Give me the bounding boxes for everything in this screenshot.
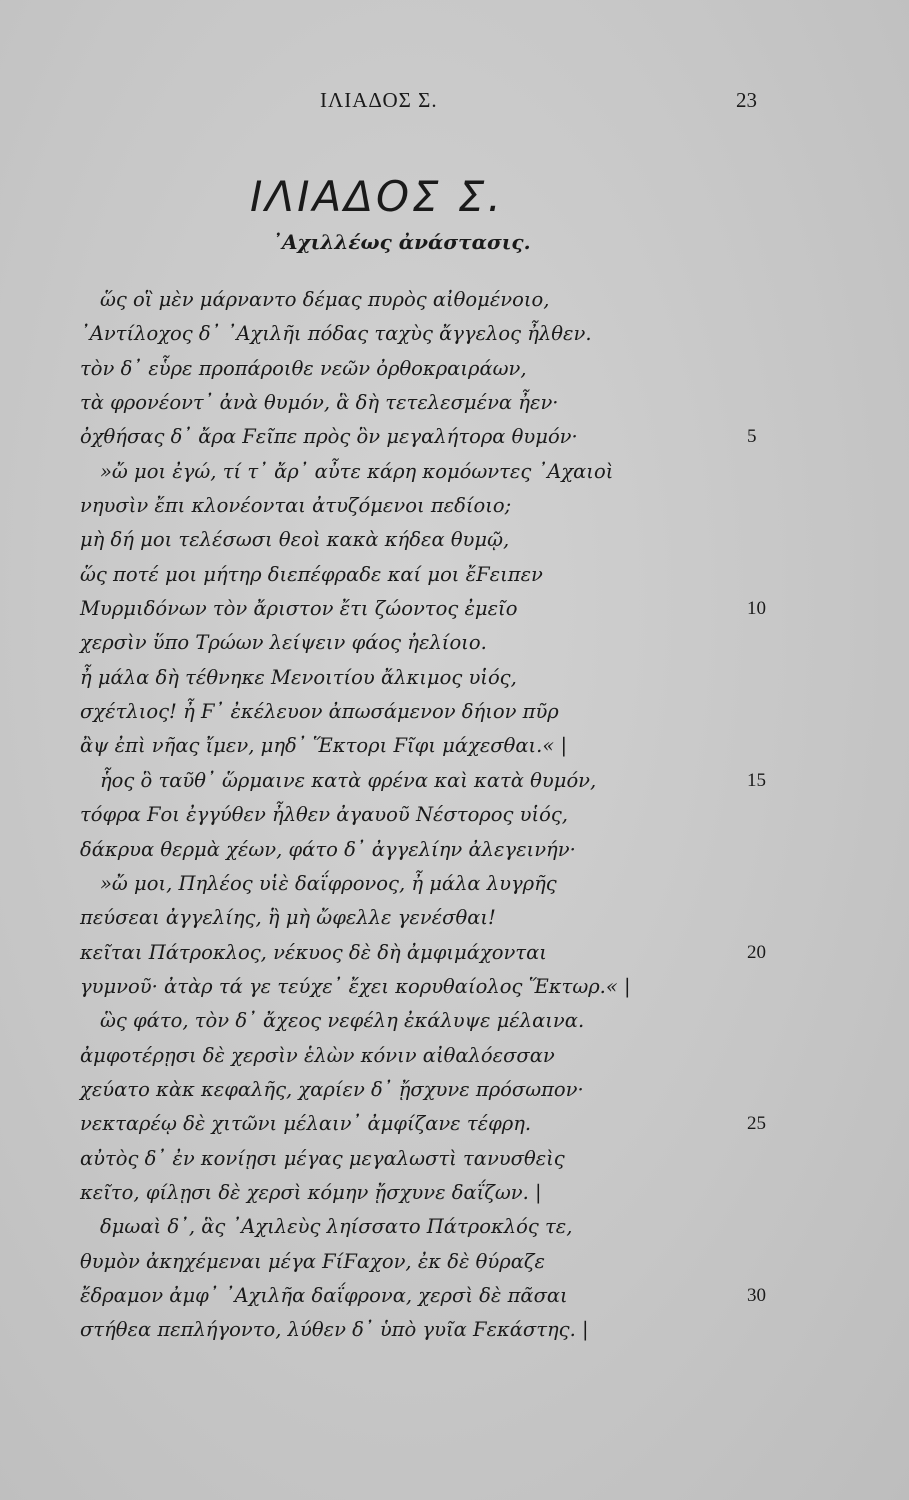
verse-line bbox=[80, 1142, 800, 1176]
verse-text: μὴ δή μοι τελέσωσι θεοὶ κακὰ κήδεα θυμῷ, bbox=[80, 528, 510, 552]
line-number: 10 bbox=[747, 598, 766, 620]
verse-line bbox=[80, 1004, 800, 1038]
verse-line bbox=[80, 1073, 800, 1107]
verse-line bbox=[80, 661, 800, 695]
verse-text: στήθεα πεπλήγοντο, λύθεν δ᾿ ὑπὸ γυῖα Ϝεκάστης. | bbox=[80, 1318, 589, 1342]
running-head: ΙΛΙΑΔΟΣ Σ. bbox=[320, 88, 438, 112]
verse-text: ὥς ποτέ μοι μήτηρ διεπέφραδε καί μοι ἔϜειπεν bbox=[80, 562, 543, 586]
verse-text: κεῖται Πάτροκλος, νέκυος δὲ δὴ ἀμφιμάχονται bbox=[80, 940, 547, 964]
verse-text: κεῖτο, φίλῃσι δὲ χερσὶ κόμην ᾔσχυνε δαΐζων. | bbox=[80, 1180, 542, 1204]
verse-text: ὀχθήσας δ᾿ ἄρα Ϝεῖπε πρὸς ὃν μεγαλήτορα θυμόν· bbox=[80, 425, 578, 449]
verse-text: Μυρμιδόνων τὸν ἄριστον ἔτι ζώοντος ἐμεῖο bbox=[80, 597, 518, 621]
verse-line bbox=[80, 970, 800, 1004]
verse-list bbox=[80, 283, 800, 1348]
verse-text: »ὤ μοι ἐγώ, τί τ᾿ ἄρ᾿ αὖτε κάρη κομόωντες ᾿Αχαιοὶ bbox=[100, 459, 614, 483]
verse-text: τόφρα Ϝοι ἐγγύθεν ἦλθεν ἀγαυοῦ Νέστορος υἱός, bbox=[80, 803, 568, 827]
verse-line bbox=[80, 592, 800, 626]
verse-line bbox=[80, 1039, 800, 1073]
verse-text: αὐτὸς δ᾿ ἐν κονίῃσι μέγας μεγαλωστὶ τανυσθεὶς bbox=[80, 1146, 565, 1170]
verse-text: ἔδραμον ἀμφ᾿ ᾿Αχιλῆα δαΐφρονα, χερσὶ δὲ πᾶσαι bbox=[80, 1283, 568, 1307]
verse-text: ᾿Αντίλοχος δ᾿ ᾿Αχιλῆι πόδας ταχὺς ἄγγελος ἦλθεν. bbox=[80, 322, 592, 346]
line-number: 20 bbox=[747, 941, 766, 963]
verse-line bbox=[80, 352, 800, 386]
book-title: ΙΛΙΑΔΟΣ Σ. bbox=[250, 172, 504, 221]
verse-text: ἧος ὃ ταῦθ᾿ ὥρμαινε κατὰ φρένα καὶ κατὰ θυμόν, bbox=[100, 768, 597, 792]
verse-text: ἦ μάλα δὴ τέθνηκε Μενοιτίου ἄλκιμος υἱός, bbox=[80, 665, 517, 689]
verse-line bbox=[80, 833, 800, 867]
verse-text: δάκρυα θερμὰ χέων, φάτο δ᾿ ἀγγελίην ἀλεγεινήν· bbox=[80, 837, 576, 861]
verse-line bbox=[80, 283, 800, 317]
verse-line bbox=[80, 1279, 800, 1313]
verse-line bbox=[80, 1107, 800, 1141]
verse-line bbox=[80, 798, 800, 832]
verse-text: χερσὶν ὕπο Τρώων λείψειν φάος ἠελίοιο. bbox=[80, 631, 487, 655]
line-number: 15 bbox=[747, 769, 766, 791]
verse-line bbox=[80, 420, 800, 454]
verse-line bbox=[80, 455, 800, 489]
verse-text: γυμνοῦ· ἀτὰρ τά γε τεύχε᾿ ἔχει κορυθαίολος Ἕκτωρ.« | bbox=[80, 974, 631, 998]
line-number: 25 bbox=[747, 1113, 766, 1135]
line-number: 30 bbox=[747, 1284, 766, 1306]
verse-text: ἀμφοτέρῃσι δὲ χερσὶν ἑλὼν κόνιν αἰθαλόεσσαν bbox=[80, 1043, 555, 1067]
verse-text: ὣς φάτο, τὸν δ᾿ ἄχεος νεφέλη ἐκάλυψε μέλαινα. bbox=[100, 1009, 585, 1033]
page-number: 23 bbox=[736, 88, 757, 112]
verse-text: σχέτλιος! ἦ Ϝ᾿ ἐκέλευον ἀπωσάμενον δήιον πῦρ bbox=[80, 700, 559, 724]
verse-line bbox=[80, 1245, 800, 1279]
verse-text: χεύατο κὰκ κεφαλῆς, χαρίεν δ᾿ ᾔσχυνε πρόσωπον· bbox=[80, 1077, 584, 1101]
verse-text: τὰ φρονέοντ᾿ ἀνὰ θυμόν, ἃ δὴ τετελεσμένα ἦεν· bbox=[80, 391, 559, 415]
verse-text: θυμὸν ἀκηχέμεναι μέγα ϜίϜαχον, ἐκ δὲ θύραζε bbox=[80, 1249, 545, 1273]
verse-line bbox=[80, 1313, 800, 1347]
book-subtitle: ᾿Αχιλλέως ἀνάστασις. bbox=[272, 230, 531, 254]
verse-line bbox=[80, 729, 800, 763]
verse-line bbox=[80, 523, 800, 557]
verse-text: τὸν δ᾿ εὗρε προπάροιθε νεῶν ὀρθοκραιράων, bbox=[80, 356, 527, 380]
verse-line bbox=[80, 936, 800, 970]
verse-line bbox=[80, 317, 800, 351]
verse-text: δμωαὶ δ᾿, ἃς ᾿Αχιλεὺς ληίσσατο Πάτροκλός τε, bbox=[100, 1215, 573, 1239]
verse-text: ὥς οἳ μὲν μάρναντο δέμας πυρὸς αἰθομένοιο, bbox=[100, 288, 550, 311]
verse-line bbox=[80, 1210, 800, 1244]
verse-text: νηυσὶν ἔπι κλονέονται ἀτυζόμενοι πεδίοιο; bbox=[80, 494, 512, 518]
verse-line bbox=[80, 695, 800, 729]
verse-line bbox=[80, 386, 800, 420]
verse-line bbox=[80, 489, 800, 523]
line-number: 5 bbox=[747, 426, 757, 448]
verse-line bbox=[80, 867, 800, 901]
verse-line bbox=[80, 901, 800, 935]
verse-text: »ὤ μοι, Πηλέος υἱὲ δαΐφρονος, ἦ μάλα λυγρῆς bbox=[100, 871, 557, 895]
verse-text: νεκταρέῳ δὲ χιτῶνι μέλαιν᾿ ἀμφίζανε τέφρη. bbox=[80, 1112, 532, 1136]
verse-line bbox=[80, 626, 800, 660]
verse-line bbox=[80, 1176, 800, 1210]
verse-text: ἂψ ἐπὶ νῆας ἴμεν, μηδ᾿ Ἕκτορι Ϝῖφι μάχεσθαι.« | bbox=[80, 734, 568, 758]
verse-text: πεύσεαι ἀγγελίης, ἣ μὴ ὤφελλε γενέσθαι! bbox=[80, 906, 496, 930]
verse-line bbox=[80, 558, 800, 592]
verse-line bbox=[80, 764, 800, 798]
